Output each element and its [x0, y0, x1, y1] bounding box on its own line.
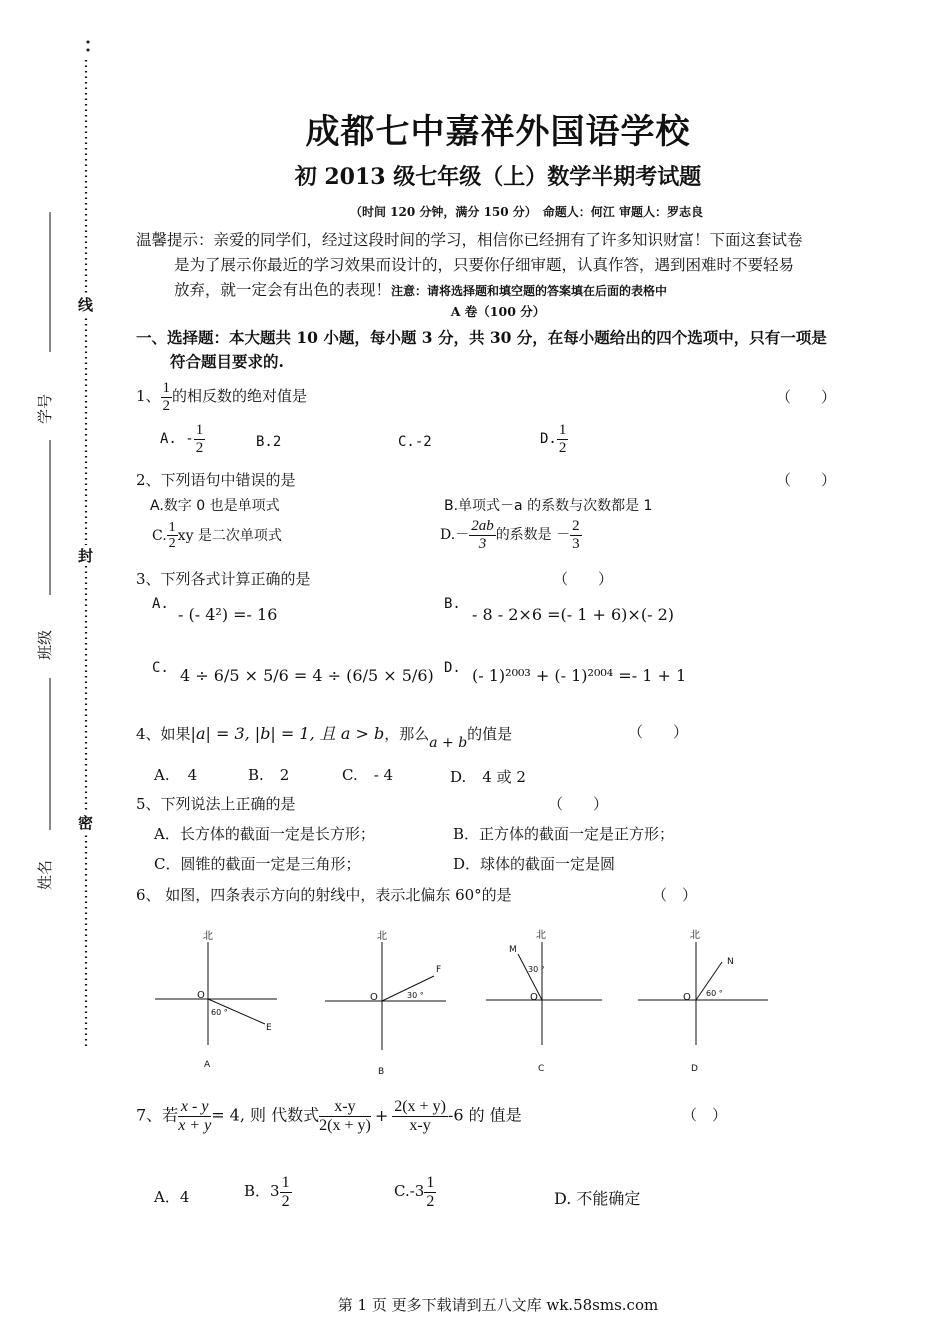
q5-option-a: A．长方体的截面一定是长方形；	[154, 825, 375, 843]
fig-a-ray-label: E	[266, 1023, 272, 1033]
q3-stem: 3、下列各式计算正确的是	[136, 570, 311, 588]
q3-option-a: - (- 4²) =- 16	[178, 605, 278, 624]
page-footer: 第 1 页 更多下载请到五八文库 wk.58sms.com	[337, 1296, 659, 1314]
fig-a-north: 北	[203, 931, 213, 942]
q7-stem: 7、若 $\frac{x - y}{x + y}$ = 4, 则 代数式 $\frac{x-y}{2(x + y)}$ + $\frac{2(x + y)}{x-y}$ -6 的 值是	[136, 1098, 522, 1134]
figure-b	[325, 930, 446, 1077]
q2-option-a: A.数字 0 也是单项式	[150, 498, 280, 514]
fig-d-origin: O	[683, 992, 691, 1003]
figure-d	[638, 929, 768, 1074]
fig-b-label: B	[378, 1067, 385, 1077]
q6-answer-paren: （ ）	[652, 886, 698, 904]
q2-option-d: D.－ $\frac{2ab}{3}$ 的系数是 － $\frac{2}{3}$	[440, 518, 580, 552]
fig-c-angle: 30 °	[528, 965, 545, 974]
margin-char-mi: 密	[78, 814, 94, 832]
fig-c-origin: O	[530, 992, 538, 1003]
fig-d-ray-label: N	[727, 957, 734, 967]
q4-stem: 4、如果|a| = 3, |b| = 1, 且 a > b，那么a + b的值是	[136, 724, 513, 751]
q3-option-b: - 8 - 2×6 =(- 1 + 6)×(- 2)	[472, 605, 674, 624]
q5-option-d: D．球体的截面一定是圆	[453, 855, 616, 873]
q3-option-b-label: B.	[444, 596, 461, 612]
paper-a-label: A 卷（100 分）	[450, 304, 546, 319]
q3-option-a-label: A.	[152, 596, 169, 612]
exam-title: 初 2013 级七年级（上）数学半期考试题	[294, 164, 702, 190]
q7-option-c: C.-3 $\frac{1}{2}$	[394, 1174, 435, 1210]
q4-answer-paren: （ ）	[628, 723, 689, 741]
q1-option-c: C.-2	[398, 434, 432, 450]
fig-b-angle: 30 °	[407, 991, 424, 1000]
q1-option-a: A. - $\frac{1}{2}$	[160, 422, 204, 456]
q5-option-c: C．圆锥的截面一定是三角形；	[154, 855, 361, 873]
q2-option-c: C. $\frac{1}{2}$ xy 是二次单项式	[152, 520, 282, 552]
margin-char-feng: 封	[78, 547, 94, 565]
q3-option-d-label: D.	[444, 660, 461, 676]
q1-stem: 1、 $\frac{1}{2}$ 的相反数的绝对值是	[136, 380, 308, 414]
figure-a	[155, 930, 277, 1070]
fig-c-north: 北	[536, 930, 546, 941]
q5-answer-paren: （ ）	[548, 795, 609, 813]
tip-line-2: 是为了展示你最近的学习效果而设计的，只要你仔细审题，认真作答，遇到困难时不要轻易	[174, 256, 795, 274]
fig-a-angle: 60 °	[211, 1008, 228, 1017]
q6-stem: 6、 如图，四条表示方向的射线中，表示北偏东 60°的是	[136, 886, 512, 904]
fig-b-origin: O	[370, 992, 378, 1003]
student-id-label: 学号	[36, 393, 54, 424]
q7-option-a: A．4	[154, 1188, 190, 1206]
q6-figures	[0, 920, 950, 1085]
class-label: 班级	[36, 629, 54, 660]
q2-option-b: B.单项式－a 的系数与次数都是 1	[444, 498, 653, 514]
q7-answer-paren: （ ）	[682, 1106, 728, 1124]
q1-option-b: B.2	[256, 434, 282, 450]
fig-c-ray-label: M	[509, 945, 517, 955]
q7-option-b: B．3 $\frac{1}{2}$	[244, 1174, 290, 1210]
q3-option-d: (- 1)²⁰⁰³ + (- 1)²⁰⁰⁴ =- 1 + 1	[472, 666, 687, 685]
q3-option-c-label: C.	[152, 660, 169, 676]
binding-margin	[0, 0, 110, 1344]
q3-answer-paren: （ ）	[553, 570, 614, 588]
tip-line-3: 放弃，就一定会有出色的表现！注意：请将选择题和填空题的答案填在后面的表格中	[174, 281, 668, 299]
tip-line-1: 温馨提示：亲爱的同学们，经过这段时间的学习，相信你已经拥有了许多知识财富！下面这套试卷	[136, 231, 803, 249]
q7-option-d: D. 不能确定	[554, 1189, 641, 1208]
q1-answer-paren: （ ）	[776, 388, 837, 406]
figure-c	[486, 929, 602, 1074]
fig-d-north: 北	[690, 930, 700, 941]
q4-option-b: B. 2	[248, 766, 290, 784]
q2-stem: 2、下列语句中错误的是	[136, 471, 296, 489]
q5-option-b: B．正方体的截面一定是正方形；	[453, 825, 675, 843]
margin-char-xian: 线	[78, 296, 94, 314]
fig-a-label: A	[204, 1060, 211, 1070]
q1-option-d: D. $\frac{1}{2}$	[540, 422, 567, 456]
tip-note: 注意：请将选择题和填空题的答案填在后面的表格中	[391, 284, 668, 298]
q3-option-c: 4 ÷ 6/5 × 5/6 = 4 ÷ (6/5 × 5/6)	[180, 666, 434, 685]
fig-c-label: C	[538, 1064, 545, 1074]
q4-option-a: A. 4	[154, 766, 198, 784]
fig-a-origin: O	[197, 990, 205, 1001]
fig-b-north: 北	[377, 931, 387, 942]
exam-meta: （时间 120 分钟，满分 150 分） 命题人：何江 审题人：罗志良	[350, 205, 703, 219]
school-title: 成都七中嘉祥外国语学校	[305, 112, 691, 152]
q4-option-c: C. - 4	[342, 766, 394, 784]
fig-d-label: D	[691, 1064, 698, 1074]
q2-answer-paren: （ ）	[776, 471, 837, 489]
fig-b-ray-label: F	[436, 965, 442, 975]
tips-block	[136, 228, 866, 304]
name-label: 姓名	[36, 859, 54, 890]
q5-stem: 5、下列说法上正确的是	[136, 795, 296, 813]
q4-option-d: D. 4 或 2	[450, 768, 526, 786]
fig-d-angle: 60 °	[706, 989, 723, 998]
section-1-heading: 一、选择题：本大题共 10 小题，每小题 3 分，共 30 分，在每小题给出的四个选项中，只有一项是 符合题目要求的.	[136, 328, 827, 371]
